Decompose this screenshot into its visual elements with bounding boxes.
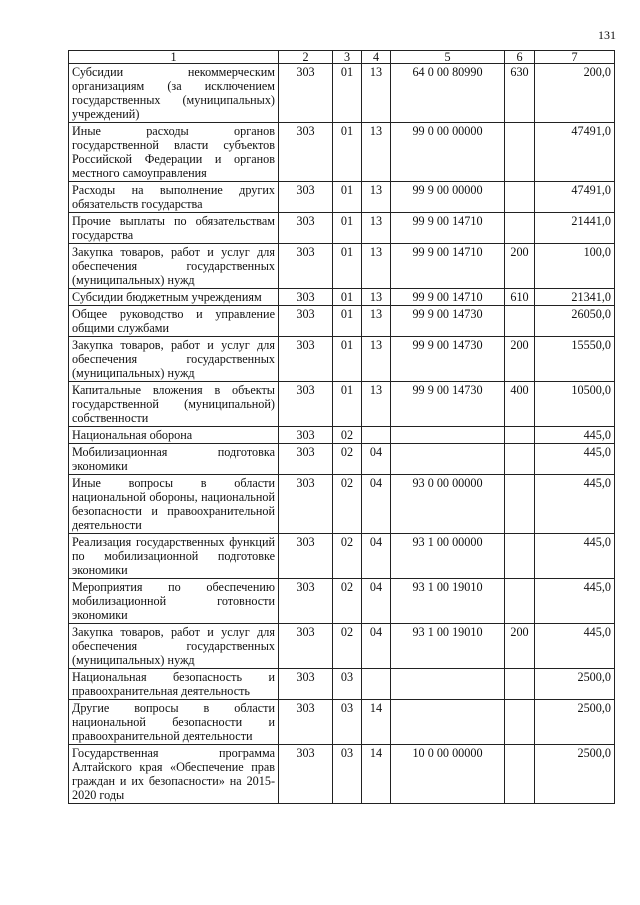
- table-row: [69, 182, 615, 213]
- column-header: 4: [362, 51, 391, 64]
- row-expense-type: 200: [505, 337, 535, 382]
- table-row: [69, 123, 615, 182]
- row-section: 03: [333, 745, 362, 804]
- row-amount: 2500,0: [535, 669, 615, 700]
- row-amount: 100,0: [535, 244, 615, 289]
- row-code: 303: [279, 745, 333, 804]
- row-code: 303: [279, 579, 333, 624]
- row-name: Закупка товаров, работ и услуг для обеспечения государственных (муниципальных) нужд: [69, 337, 279, 382]
- table-row: [69, 427, 615, 444]
- row-section: 01: [333, 64, 362, 123]
- row-target-article: 99 0 00 00000: [391, 123, 505, 182]
- row-code: 303: [279, 624, 333, 669]
- row-section: 02: [333, 444, 362, 475]
- row-subsection: 13: [362, 382, 391, 427]
- row-subsection: 04: [362, 475, 391, 534]
- row-target-article: 99 9 00 14710: [391, 244, 505, 289]
- table-row: [69, 382, 615, 427]
- table-row: [69, 579, 615, 624]
- row-subsection: 14: [362, 745, 391, 804]
- row-code: 303: [279, 244, 333, 289]
- row-section: 01: [333, 306, 362, 337]
- row-code: 303: [279, 700, 333, 745]
- page-number: 131: [598, 28, 616, 42]
- table-row: [69, 624, 615, 669]
- row-name: Капитальные вложения в объекты государственной (муниципальной) собственности: [69, 382, 279, 427]
- table-row: [69, 745, 615, 804]
- row-amount: 21441,0: [535, 213, 615, 244]
- row-code: 303: [279, 64, 333, 123]
- row-code: 303: [279, 182, 333, 213]
- table-row: [69, 64, 615, 123]
- row-section: 01: [333, 123, 362, 182]
- row-subsection: 14: [362, 700, 391, 745]
- row-target-article: 64 0 00 80990: [391, 64, 505, 123]
- table-row: [69, 306, 615, 337]
- row-code: 303: [279, 213, 333, 244]
- row-subsection: 13: [362, 123, 391, 182]
- row-subsection: 13: [362, 337, 391, 382]
- row-name: Государственная программа Алтайского края «Обеспечение прав граждан и их безопасности» на 2015-2020 годы: [69, 745, 279, 804]
- row-section: 01: [333, 337, 362, 382]
- table-row: [69, 289, 615, 306]
- row-expense-type: 630: [505, 64, 535, 123]
- row-code: 303: [279, 534, 333, 579]
- row-name: Прочие выплаты по обязательствам государства: [69, 213, 279, 244]
- row-expense-type: [505, 700, 535, 745]
- row-section: 01: [333, 182, 362, 213]
- row-section: 01: [333, 382, 362, 427]
- row-amount: 47491,0: [535, 182, 615, 213]
- row-name: Субсидии бюджетным учреждениям: [69, 289, 279, 306]
- row-name: Национальная оборона: [69, 427, 279, 444]
- row-target-article: 99 9 00 14730: [391, 306, 505, 337]
- row-expense-type: [505, 306, 535, 337]
- row-name: Закупка товаров, работ и услуг для обеспечения государственных (муниципальных) нужд: [69, 244, 279, 289]
- row-amount: 200,0: [535, 64, 615, 123]
- row-code: 303: [279, 444, 333, 475]
- row-amount: 445,0: [535, 579, 615, 624]
- column-header: 5: [391, 51, 505, 64]
- row-section: 02: [333, 475, 362, 534]
- row-target-article: 99 9 00 14710: [391, 289, 505, 306]
- table-row: [69, 700, 615, 745]
- row-section: 02: [333, 534, 362, 579]
- row-section: 02: [333, 579, 362, 624]
- row-subsection: 13: [362, 244, 391, 289]
- row-target-article: 99 9 00 00000: [391, 182, 505, 213]
- row-section: 01: [333, 289, 362, 306]
- row-name: Мобилизационная подготовка экономики: [69, 444, 279, 475]
- budget-table: [68, 50, 615, 804]
- row-subsection: 04: [362, 444, 391, 475]
- row-expense-type: [505, 123, 535, 182]
- column-header: 3: [333, 51, 362, 64]
- row-amount: 445,0: [535, 444, 615, 475]
- row-amount: 2500,0: [535, 745, 615, 804]
- row-target-article: [391, 700, 505, 745]
- row-amount: 47491,0: [535, 123, 615, 182]
- row-target-article: [391, 444, 505, 475]
- row-expense-type: [505, 182, 535, 213]
- row-code: 303: [279, 337, 333, 382]
- row-expense-type: 610: [505, 289, 535, 306]
- row-target-article: [391, 427, 505, 444]
- table-row: [69, 475, 615, 534]
- row-target-article: [391, 669, 505, 700]
- table-row: [69, 213, 615, 244]
- row-code: 303: [279, 382, 333, 427]
- row-expense-type: [505, 475, 535, 534]
- row-subsection: 04: [362, 534, 391, 579]
- row-name: Субсидии некоммерческим организациям (за исключением государственных (муниципальных) учреждений): [69, 64, 279, 123]
- row-target-article: 99 9 00 14710: [391, 213, 505, 244]
- row-amount: 445,0: [535, 475, 615, 534]
- row-target-article: 93 1 00 19010: [391, 579, 505, 624]
- row-section: 02: [333, 624, 362, 669]
- row-subsection: 13: [362, 289, 391, 306]
- row-amount: 445,0: [535, 534, 615, 579]
- row-expense-type: 400: [505, 382, 535, 427]
- row-code: 303: [279, 123, 333, 182]
- row-name: Закупка товаров, работ и услуг для обеспечения государственных (муниципальных) нужд: [69, 624, 279, 669]
- row-code: 303: [279, 669, 333, 700]
- row-name: Национальная безопасность и правоохранительная деятельность: [69, 669, 279, 700]
- row-expense-type: [505, 427, 535, 444]
- row-amount: 2500,0: [535, 700, 615, 745]
- row-name: Расходы на выполнение других обязательств государства: [69, 182, 279, 213]
- row-expense-type: 200: [505, 244, 535, 289]
- row-target-article: 93 0 00 00000: [391, 475, 505, 534]
- column-header: 1: [69, 51, 279, 64]
- row-subsection: 13: [362, 182, 391, 213]
- table-row: [69, 337, 615, 382]
- row-expense-type: [505, 534, 535, 579]
- row-expense-type: 200: [505, 624, 535, 669]
- row-amount: 26050,0: [535, 306, 615, 337]
- row-target-article: 99 9 00 14730: [391, 382, 505, 427]
- row-target-article: 10 0 00 00000: [391, 745, 505, 804]
- row-name: Иные расходы органов государственной власти субъектов Российской Федерации и органов местного самоуправления: [69, 123, 279, 182]
- row-name: Реализация государственных функций по мобилизационной подготовке экономики: [69, 534, 279, 579]
- row-subsection: 04: [362, 624, 391, 669]
- column-header: 6: [505, 51, 535, 64]
- row-expense-type: [505, 669, 535, 700]
- row-section: 03: [333, 700, 362, 745]
- row-subsection: 04: [362, 579, 391, 624]
- row-amount: 21341,0: [535, 289, 615, 306]
- table-row: [69, 669, 615, 700]
- row-subsection: [362, 427, 391, 444]
- row-code: 303: [279, 475, 333, 534]
- row-expense-type: [505, 444, 535, 475]
- row-subsection: 13: [362, 64, 391, 123]
- row-section: 02: [333, 427, 362, 444]
- row-subsection: 13: [362, 306, 391, 337]
- row-expense-type: [505, 213, 535, 244]
- row-code: 303: [279, 289, 333, 306]
- row-amount: 15550,0: [535, 337, 615, 382]
- row-name: Другие вопросы в области национальной безопасности и правоохранительной деятельности: [69, 700, 279, 745]
- row-target-article: 99 9 00 14730: [391, 337, 505, 382]
- row-section: 03: [333, 669, 362, 700]
- table-row: [69, 534, 615, 579]
- column-header: 2: [279, 51, 333, 64]
- row-code: 303: [279, 306, 333, 337]
- column-header: 7: [535, 51, 615, 64]
- row-amount: 445,0: [535, 624, 615, 669]
- table-row: [69, 444, 615, 475]
- row-name: Иные вопросы в области национальной обороны, национальной безопасности и правоохранительной деятельности: [69, 475, 279, 534]
- row-amount: 445,0: [535, 427, 615, 444]
- header-row: [69, 51, 615, 64]
- row-name: Мероприятия по обеспечению мобилизационной готовности экономики: [69, 579, 279, 624]
- row-name: Общее руководство и управление общими службами: [69, 306, 279, 337]
- row-subsection: [362, 669, 391, 700]
- row-amount: 10500,0: [535, 382, 615, 427]
- row-section: 01: [333, 244, 362, 289]
- row-subsection: 13: [362, 213, 391, 244]
- row-section: 01: [333, 213, 362, 244]
- row-code: 303: [279, 427, 333, 444]
- row-target-article: 93 1 00 00000: [391, 534, 505, 579]
- table-row: [69, 244, 615, 289]
- row-target-article: 93 1 00 19010: [391, 624, 505, 669]
- row-expense-type: [505, 579, 535, 624]
- row-expense-type: [505, 745, 535, 804]
